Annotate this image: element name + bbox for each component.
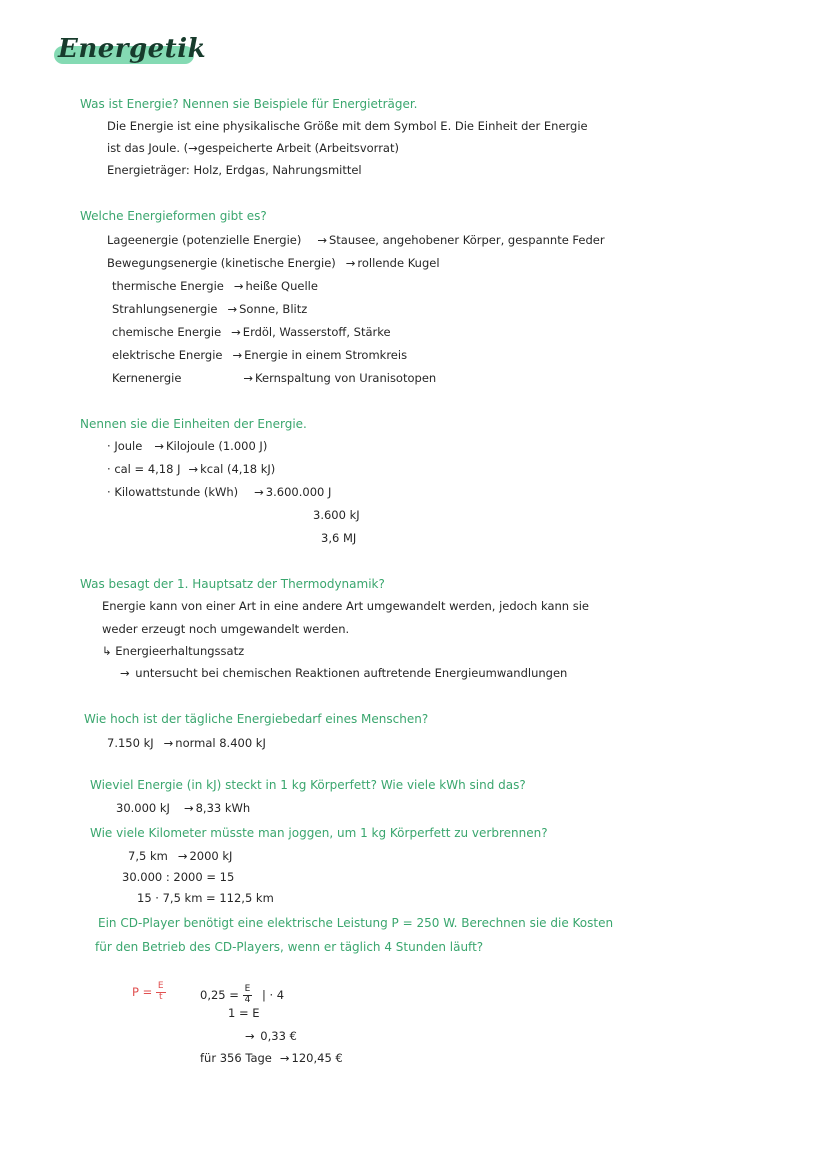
arrow-icon: →: [227, 302, 238, 316]
energy-form-name: Lageenergie (potenzielle Energie): [107, 233, 302, 247]
unit-name: Joule: [114, 439, 143, 453]
answer-line: 15 · 7,5 km = 112,5 km: [137, 891, 274, 905]
arrow-icon: →: [183, 801, 194, 815]
arrow-icon: →: [233, 279, 244, 293]
unit-value: 3.600.000 J: [265, 485, 332, 499]
arrow-icon: →: [245, 1029, 255, 1043]
unit-value: kcal (4,18 kJ): [200, 462, 276, 476]
unit-name: Kilowattstunde (kWh): [114, 485, 239, 499]
arrow-icon: →: [120, 666, 130, 680]
question-hauptsatz: Was besagt der 1. Hauptsatz der Thermodynamik?: [80, 577, 385, 591]
question-einheiten: Nennen sie die Einheiten der Energie.: [80, 417, 307, 431]
calc-line: 1 = E: [228, 1006, 260, 1020]
answer-value: 8,33 kWh: [195, 801, 251, 815]
energy-form-name: Bewegungsenergie (kinetische Energie): [107, 256, 336, 270]
energy-form-row: [112, 304, 307, 316]
arrow-icon: →: [254, 485, 264, 499]
answer-line: [118, 668, 567, 680]
energy-form-example: Erdöl, Wasserstoff, Stärke: [242, 325, 391, 339]
fraction-numerator: E: [157, 981, 164, 991]
question-cd-player: Ein CD-Player benötigt eine elektrische Leistung P = 250 W. Berechnen sie die Kosten: [98, 916, 614, 930]
unit-row: · Joule → Kilojoule (1.000 J): [107, 439, 268, 453]
answer-line: [107, 738, 266, 750]
question-energieformen: Welche Energieformen gibt es?: [80, 209, 267, 223]
energy-form-row: [112, 327, 391, 339]
question-koerperfett: Wieviel Energie (in kJ) steckt in 1 kg Körperfett? Wie viele kWh sind das?: [90, 778, 526, 792]
unit-value: 3.600 kJ: [313, 508, 360, 522]
energy-form-row: [107, 235, 605, 247]
energy-form-name: Strahlungsenergie: [112, 302, 218, 316]
answer-line: ist das Joule. (→gespeicherte Arbeit (Arbeitsvorrat): [107, 141, 399, 155]
calc-line: [200, 1053, 343, 1065]
calc-line: [243, 1031, 297, 1043]
page-title: [58, 34, 206, 64]
answer-value: 7.150 kJ: [107, 736, 154, 750]
energy-form-name: thermische Energie: [112, 279, 224, 293]
calc-text: für 356 Tage: [200, 1051, 272, 1065]
energy-form-example: Energie in einem Stromkreis: [244, 348, 408, 362]
unit-value: Kilojoule (1.000 J): [165, 439, 268, 453]
arrow-icon: →: [188, 462, 199, 476]
energy-form-name: Kernenergie: [112, 371, 182, 385]
arrow-icon: →: [231, 325, 241, 339]
unit-name: cal = 4,18 J: [114, 462, 181, 476]
energy-form-name: elektrische Energie: [112, 348, 223, 362]
answer-value: normal 8.400 kJ: [175, 736, 266, 750]
formula-fraction: [156, 982, 166, 1003]
answer-line: [128, 851, 232, 863]
fraction-denominator: t: [158, 991, 163, 1002]
answer-line: Energie kann von einer Art in eine andere Art umgewandelt werden, jedoch kann sie: [102, 599, 589, 613]
energy-form-name: chemische Energie: [112, 325, 222, 339]
answer-line: 30.000 : 2000 = 15: [122, 870, 235, 884]
answer-text: untersucht bei chemischen Reaktionen auftretende Energieumwandlungen: [135, 666, 568, 680]
energy-form-example: Kernspaltung von Uranisotopen: [255, 371, 437, 385]
arrow-icon: →: [279, 1051, 290, 1065]
arrow-icon: →: [154, 439, 164, 453]
energy-form-row: [112, 281, 318, 293]
fraction-numerator: E: [243, 985, 253, 996]
unit-value: 3,6 MJ: [321, 531, 357, 545]
question-cd-player-cont: für den Betrieb des CD-Players, wenn er täglich 4 Stunden läuft?: [95, 940, 484, 954]
arrow-icon: →: [317, 233, 327, 247]
energy-form-example: rollende Kugel: [357, 256, 440, 270]
unit-row: · Kilowattstunde (kWh) → 3.600.000 J: [107, 485, 332, 499]
energy-form-row: [112, 373, 436, 385]
answer-value: 30.000 kJ: [116, 801, 170, 815]
answer-value: 2000 kJ: [189, 849, 233, 863]
title-text: Energetik: [58, 34, 207, 64]
arrow-icon: →: [243, 371, 254, 385]
answer-value: 7,5 km: [128, 849, 168, 863]
arrow-icon: →: [163, 736, 174, 750]
answer-line: Energieträger: Holz, Erdgas, Nahrungsmittel: [107, 163, 362, 177]
energy-form-example: heiße Quelle: [245, 279, 318, 293]
unit-row: · cal = 4,18 J → kcal (4,18 kJ): [107, 462, 276, 476]
answer-line: Die Energie ist eine physikalische Größe mit dem Symbol E. Die Einheit der Energie: [107, 119, 588, 133]
fraction-denominator: 4: [244, 994, 251, 1005]
calc-text: 120,45 €: [291, 1051, 343, 1065]
arrow-icon: →: [345, 256, 356, 270]
calc-text: 0,33 €: [260, 1029, 297, 1043]
formula-power: [132, 982, 166, 1003]
answer-line: ↳ Energieerhaltungssatz: [102, 644, 245, 658]
question-energie: Was ist Energie? Nennen sie Beispiele für Energieträger.: [80, 97, 418, 111]
calc-text: 0,25 =: [200, 987, 239, 1002]
formula-lhs: P =: [132, 984, 153, 999]
answer-line: weder erzeugt noch umgewandelt werden.: [102, 622, 350, 636]
energy-form-example: Stausee, angehobener Körper, gespannte Feder: [329, 233, 605, 247]
answer-line: [116, 803, 250, 815]
calc-text: | · 4: [261, 987, 285, 1002]
energy-form-row: [107, 258, 440, 270]
question-energiebedarf: Wie hoch ist der tägliche Energiebedarf eines Menschen?: [84, 712, 429, 726]
question-joggen: Wie viele Kilometer müsste man joggen, um 1 kg Körperfett zu verbrennen?: [90, 826, 548, 840]
energy-form-example: Sonne, Blitz: [239, 302, 308, 316]
calc-fraction: [243, 985, 253, 1006]
calc-line: [200, 985, 284, 1006]
arrow-icon: →: [177, 849, 188, 863]
energy-form-row: [112, 350, 407, 362]
arrow-icon: →: [232, 348, 243, 362]
